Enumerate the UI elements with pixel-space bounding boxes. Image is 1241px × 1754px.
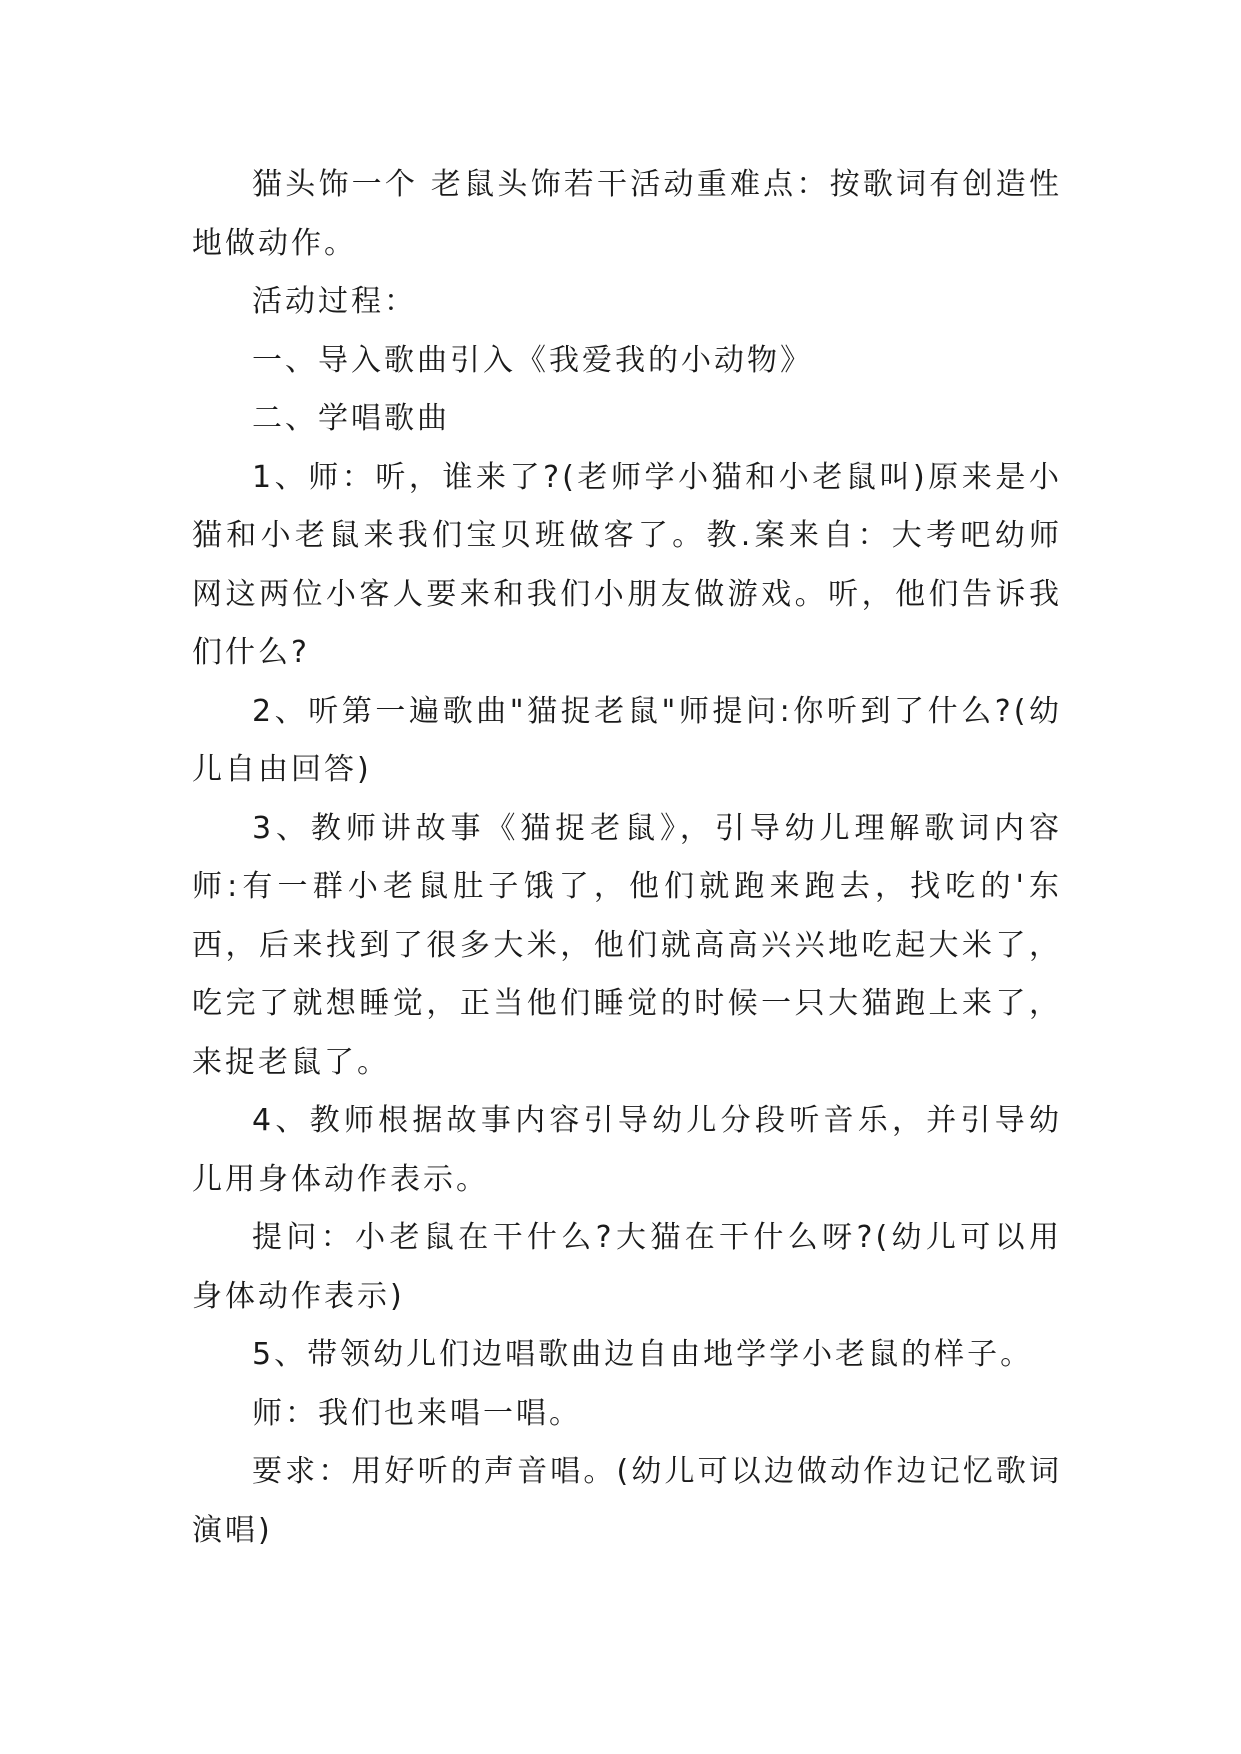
paragraph-item-3: 3、教师讲故事《猫捉老鼠》，引导幼儿理解歌词内容师:有一群小老鼠肚子饿了，他们就跑来跑去，找吃的'东西，后来找到了很多大米，他们就高高兴兴地吃起大米了，吃完了就想睡觉，正当他们睡觉的时候一只大猫跑上来了，来捉老鼠了。 <box>192 810 1062 1080</box>
paragraph-item-4: 4、教师根据故事内容引导幼儿分段听音乐，并引导幼儿用身体动作表示。 <box>192 1103 1062 1197</box>
paragraph-requirement: 要求：用好听的声音唱。(幼儿可以边做动作边记忆歌词演唱) <box>192 1454 1062 1548</box>
paragraph-question: 提问：小老鼠在干什么?大猫在干什么呀?(幼儿可以用身体动作表示) <box>192 1220 1062 1314</box>
paragraph-item-5: 5、带领幼儿们边唱歌曲边自由地学学小老鼠的样子。 <box>252 1337 1034 1372</box>
paragraph-step-two: 二、学唱歌曲 <box>252 401 450 436</box>
paragraph-activity-process: 活动过程： <box>252 284 417 319</box>
paragraph-materials: 猫头饰一个 老鼠头饰若干活动重难点：按歌词有创造性地做动作。 <box>192 167 1062 261</box>
paragraph-item-1: 1、师：听，谁来了?(老师学小猫和小老鼠叫)原来是小猫和小老鼠来我们宝贝班做客了。教.案来自：大考吧幼师网这两位小客人要来和我们小朋友做游戏。听，他们告诉我们什么? <box>192 459 1062 670</box>
paragraph-teacher: 师：我们也来唱一唱。 <box>252 1395 582 1431</box>
paragraph-step-one: 一、导入歌曲引入《我爱我的小动物》 <box>252 342 813 378</box>
paragraph-item-2: 2、听第一遍歌曲"猫捉老鼠"师提问:你听到了什么?(幼儿自由回答) <box>192 693 1062 787</box>
document-body <box>192 156 1062 1560</box>
